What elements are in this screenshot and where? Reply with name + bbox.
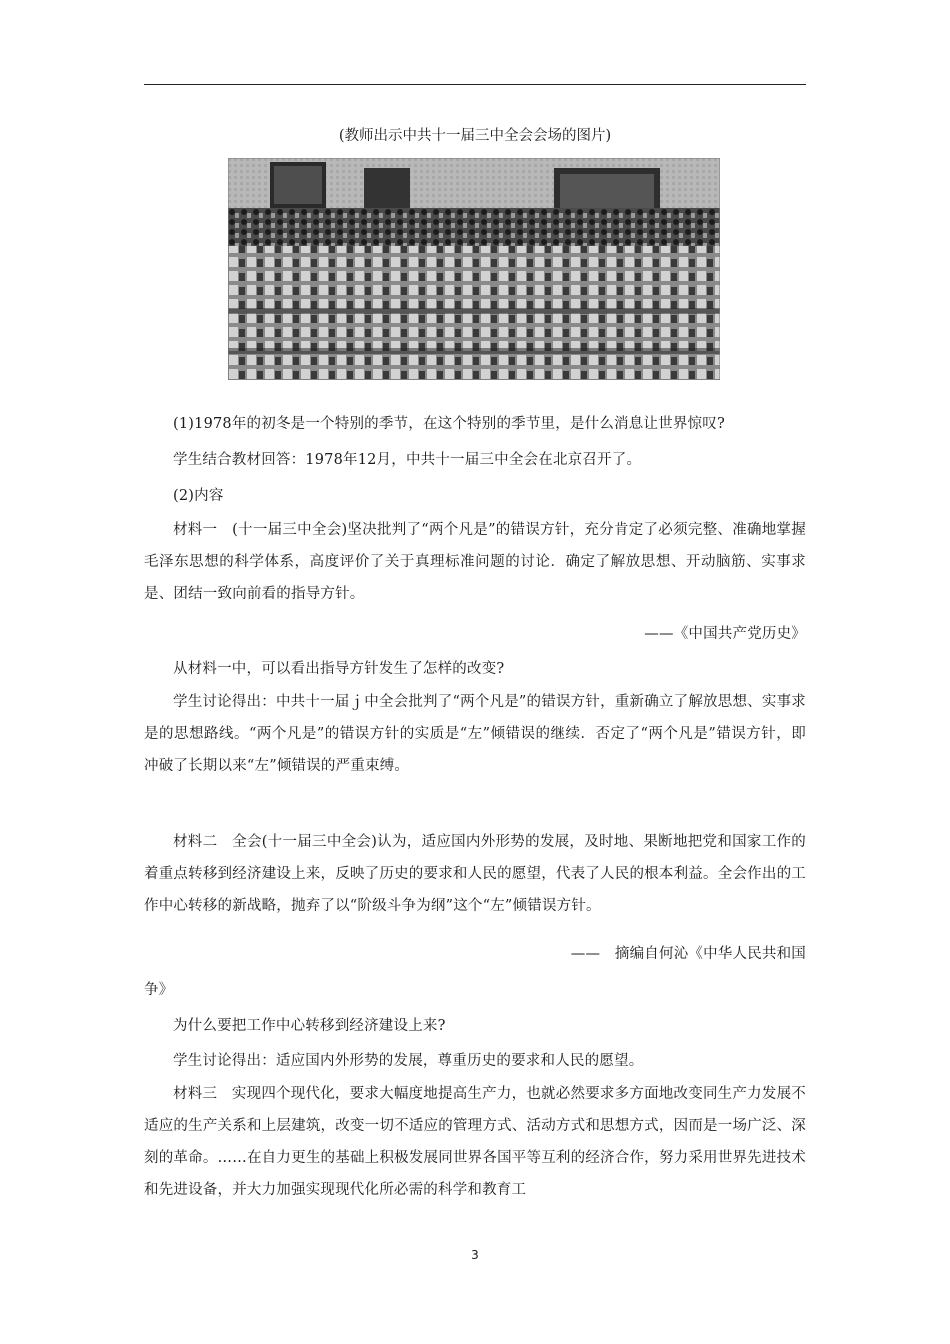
meeting-hall-photo <box>228 158 720 380</box>
paragraph-question-1: (1)1978年的初冬是一个特别的季节，在这个特别的季节里，是什么消息让世界惊叹? <box>173 416 725 432</box>
source-citation-2-continued: 争》 <box>144 982 174 998</box>
paragraph-question-2: 从材料一中，可以看出指导方针发生了怎样的改变? <box>173 661 505 677</box>
paragraph-answer-3: 学生讨论得出：适应国内外形势的发展，尊重历史的要求和人民的愿望。 <box>173 1053 644 1069</box>
photo-caption: (教师出示中共十一届三中全会会场的图片) <box>338 128 612 144</box>
paragraph-material-1: 材料一 (十一届三中全会)坚决批判了“两个凡是”的错误方针，充分肯定了必须完整、准确地掌握毛泽东思想的科学体系，高度评价了关于真理标准问题的讨论．确定了解放思想、开动脑筋、实事求是、团结一致向前看的指导方针。 <box>144 522 806 602</box>
paragraph-question-3: 为什么要把工作中心转移到经济建设上来? <box>173 1018 446 1034</box>
paragraph-answer-1: 学生结合教材回答：1978年12月，中共十一届三中全会在北京召开了。 <box>173 452 642 468</box>
header-rule <box>144 84 806 85</box>
paragraph-material-3: 材料三 实现四个现代化，要求大幅度地提高生产力，也就必然要求多方面地改变同生产力发展不适应的生产关系和上层建筑，改变一切不适应的管理方式、活动方式和思想方式，因而是一场广泛、深刻的革命。……在自力更生的基础上积极发展同世界各国平等互利的经济合作，努力采用世界先进技术和先进设备，并大力加强实现现代化所必需的科学和教育工 <box>144 1086 806 1198</box>
paragraph-answer-2: 学生讨论得出：中共十一届ｊ中全会批判了“两个凡是”的错误方针，重新确立了解放思想、实事求是的思想路线。“两个凡是”的错误方针的实质是“左”倾错误的继续．否定了“两个凡是”错误方针，即冲破了长期以来“左”倾错误的严重束缚。 <box>144 694 806 774</box>
paragraph-heading-content: (2)内容 <box>173 488 224 504</box>
paragraph-material-2: 材料二 全会(十一届三中全会)认为，适应国内外形势的发展，及时地、果断地把党和国家工作的着重点转移到经济建设上来，反映了历史的要求和人民的愿望，代表了人民的根本利益。全会作出的工作中心转移的新战略，抛弃了以“阶级斗争为纲”这个“左”倾错误方针。 <box>144 834 806 914</box>
source-citation-1: ——《中国共产党历史》 <box>644 626 806 642</box>
page-number: 3 <box>471 1248 479 1262</box>
source-citation-2: —— 摘编自何沁《中华人民共和国 <box>570 946 806 962</box>
